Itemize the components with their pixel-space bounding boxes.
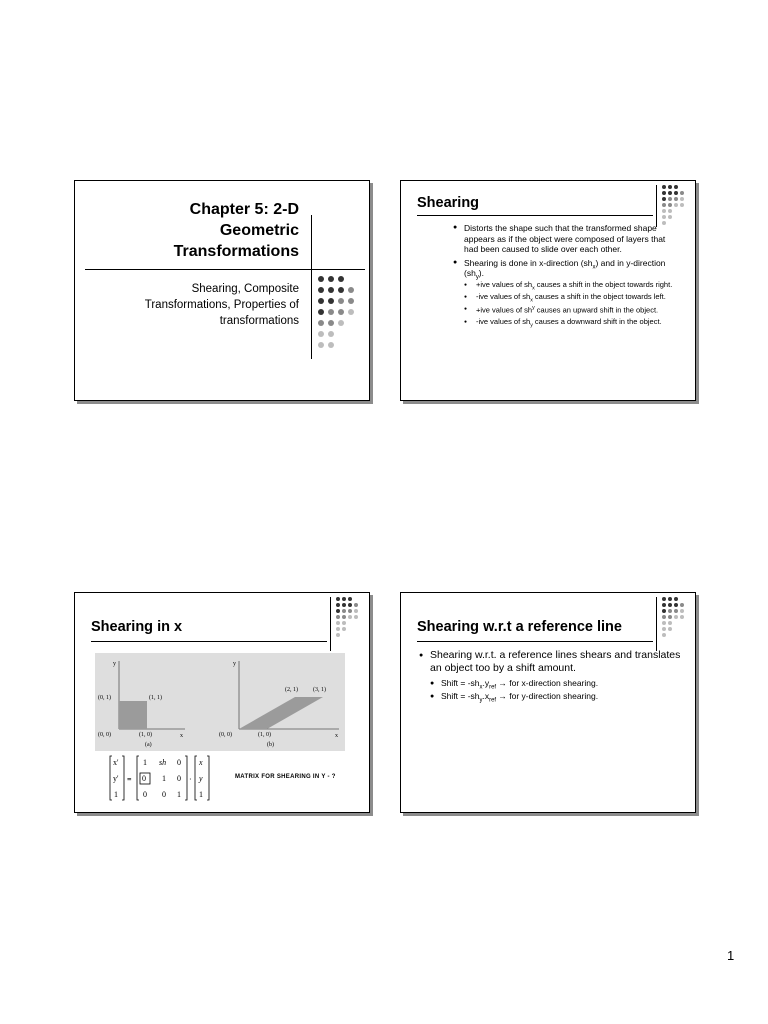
subscript: y [479,697,483,704]
dot-operator: · [189,775,192,784]
chapter-subtitle [89,281,299,329]
subscript: ref [489,684,497,691]
subtitle-line: transformations [219,315,299,327]
shear-matrix-equation [109,754,249,802]
dot-grid-decoration [317,275,357,349]
vertical-rule [330,597,331,651]
matrix-cell: y [199,774,203,783]
sub-bullet-text: +ive values of sh [476,305,533,314]
heading-underline [417,215,653,216]
bullet-text: Shearing w.r.t. a reference lines shears and translates an object too by a shift amount. [430,649,681,674]
bullet-list [453,223,678,329]
point-label: (3, 1) [313,687,326,693]
matrix-cell: 1 [162,774,166,783]
point-label: (2, 1) [285,687,298,693]
shearing-figure [95,653,345,751]
sub-bullet-text: → for y-direction shearing. [496,691,599,701]
matrix-cell: x [199,758,203,767]
axis-label: y [233,661,236,667]
matrix-cell: 0 [162,790,166,799]
sub-bullet-text: .x [482,691,490,701]
slide-shearing-in-x [74,592,370,813]
heading-underline [91,641,327,642]
sub-bullet-text: -ive values of sh [476,317,531,326]
list-item [419,649,689,703]
matrix-cell: 1 [199,790,203,799]
list-item [453,223,678,255]
subscript: y [530,322,533,329]
superscript: y [532,304,535,311]
slide-heading: Shearing w.r.t a reference line [417,619,622,635]
sub-bullet-text: → for x-direction shearing. [496,678,599,688]
point-label: (0, 0) [219,732,232,738]
slide-heading: Shearing [417,195,480,211]
subscript: x [592,264,596,271]
slide-shearing-reference-line [400,592,696,813]
matrix-cell: 0 [177,774,181,783]
axis-label: x [180,733,183,739]
title-line: Transformations [173,243,299,260]
dot-grid-decoration [335,596,361,642]
point-label: (1, 1) [149,695,162,701]
vertical-rule [311,215,312,359]
subscript: x [530,297,533,303]
list-item [464,280,678,289]
vertical-rule [656,185,657,227]
matrix-cell: 0 [143,790,147,799]
sub-bullet-text: causes a downward shift in the object. [532,317,662,326]
point-label: (1, 0) [139,732,152,738]
title-line: Chapter 5: 2-D [189,201,299,218]
matrix-cell: 1 [114,790,118,799]
matrix-cell: 1 [143,758,147,767]
bullet-text: Shearing is done in x-direction (sh [464,257,593,268]
subtitle-line: Shearing, Composite [191,283,299,295]
bullet-text: ). [478,268,484,278]
title-line: Geometric [219,222,299,239]
point-label: (0, 0) [98,732,111,738]
sub-bullet-text: causes a shift in the object towards right. [534,279,673,289]
slide-title [74,180,370,401]
caption: (a) [145,742,152,748]
bullet-text: ) and in y-direction (sh [464,257,666,278]
list-item [453,258,678,327]
subscript: x [532,285,535,291]
list-item [430,677,689,690]
sub-bullet-text: Shift = -sh [441,691,480,701]
slide-heading: Shearing in x [91,619,183,635]
page-number: 1 [727,948,735,963]
unit-square [119,701,147,729]
subtitle-line: Transformations, Properties of [144,299,299,311]
bullet-text: Distorts the shape such that the transformed shape appears as if the object were composed of layers that had been caused to slide over each other. [464,223,666,254]
equals-sign: = [127,775,132,784]
matrix-cell: sh [159,758,167,767]
sub-bullet-list [464,280,678,327]
sub-bullet-text: .y [482,678,490,688]
list-item [464,292,678,301]
vertical-rule [656,597,657,651]
list-item [430,690,689,703]
subscript: ref [489,697,497,704]
caption: (b) [267,742,274,748]
sub-bullet-list [430,677,689,703]
slide-shearing [400,180,696,401]
sub-bullet-text: causes an upward shift in the object. [534,305,659,314]
matrix-question: MATRIX FOR SHEARING IN Y - ? [235,774,336,780]
point-label: (1, 0) [258,732,271,738]
sub-bullet-text: +ive values of sh [476,279,533,289]
sub-bullet-text: -ive values of sh [476,291,531,301]
sheared-shape [239,697,323,729]
list-item [464,304,678,315]
axis-label: x [335,733,338,739]
matrix-cell: 0 [142,774,146,783]
list-item [464,317,678,329]
matrix-cell: 1 [177,790,181,799]
point-label: (0, 1) [98,695,111,701]
subscript: y [475,274,479,281]
heading-underline [417,641,653,642]
dot-grid-decoration [661,596,687,642]
chapter-title [99,199,299,262]
bullet-list [419,649,689,703]
matrix-cell: x' [113,758,119,767]
sub-bullet-text: causes a shift in the object towards left. [532,291,666,301]
divider-line [85,269,365,270]
matrix-cell: 0 [177,758,181,767]
matrix-cell: y' [113,774,119,783]
axis-label: y [113,661,116,667]
subscript: x [479,684,483,691]
sub-bullet-text: Shift = -sh [441,678,480,688]
